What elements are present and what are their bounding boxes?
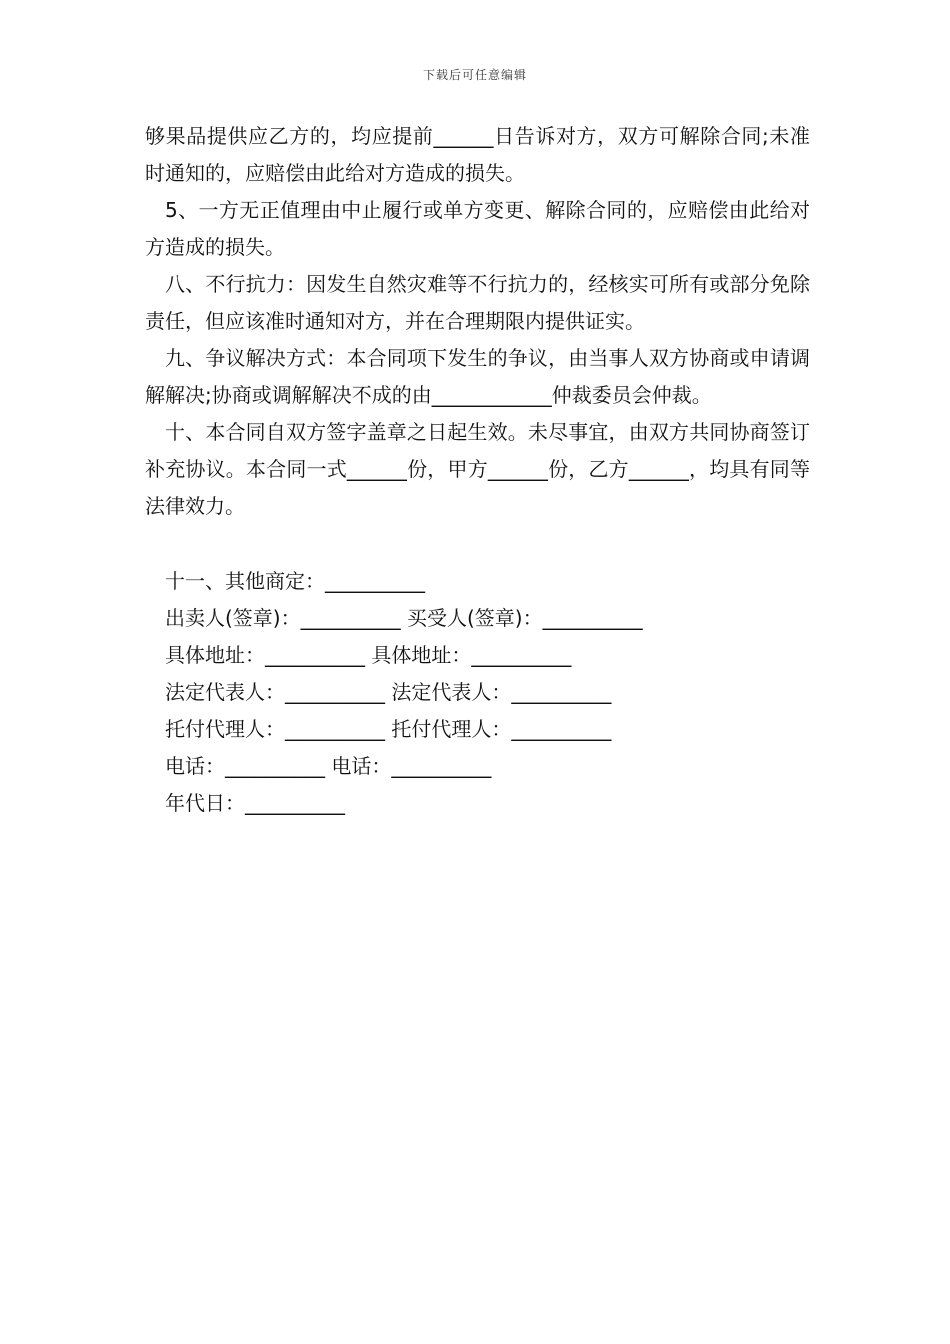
paragraph-continuation: 够果品提供应乙方的，均应提前______日告诉对方，双方可解除合同;未准时通知的，应赔偿由此给对方造成的损失。: [145, 124, 810, 185]
phone-line: 电话：__________ 电话：__________: [165, 754, 492, 778]
paragraph-force-majeure: 八、不行抗力：因发生自然灾难等不行抗力的，经核实可所有或部分免除责任，但应该准时通知对方，并在合理期限内提供证实。: [145, 272, 810, 333]
address-line: 具体地址：__________ 具体地址：__________: [165, 643, 572, 667]
page-header-note: 下载后可任意编辑: [422, 68, 527, 82]
paragraph-effectiveness: 十、本合同自双方签字盖章之日起生效。未尽事宜，由双方共同协商签订补充协议。本合同一式______份，甲方______份，乙方______，均具有同等法律效力。: [145, 420, 810, 518]
contract-body: [145, 118, 810, 525]
legal-representative-line: 法定代表人：__________ 法定代表人：__________: [165, 680, 612, 704]
paragraph-dispute-resolution: 九、争议解决方式：本合同项下发生的争议，由当事人双方协商或申请调解解决;协商或调解解决不成的由____________仲裁委员会仲裁。: [145, 346, 810, 407]
other-agreements-line: 十一、其他商定：__________: [165, 569, 425, 593]
seller-buyer-signature-line: 出卖人(签章)：__________ 买受人(签章)：__________: [165, 606, 643, 630]
paragraph-clause-5: 5、一方无正值理由中止履行或单方变更、解除合同的，应赔偿由此给对方造成的损失。: [145, 198, 810, 259]
date-line: 年代日：__________: [165, 791, 345, 815]
signature-block: [165, 563, 805, 822]
authorized-agent-line: 托付代理人：__________ 托付代理人：__________: [165, 717, 612, 741]
